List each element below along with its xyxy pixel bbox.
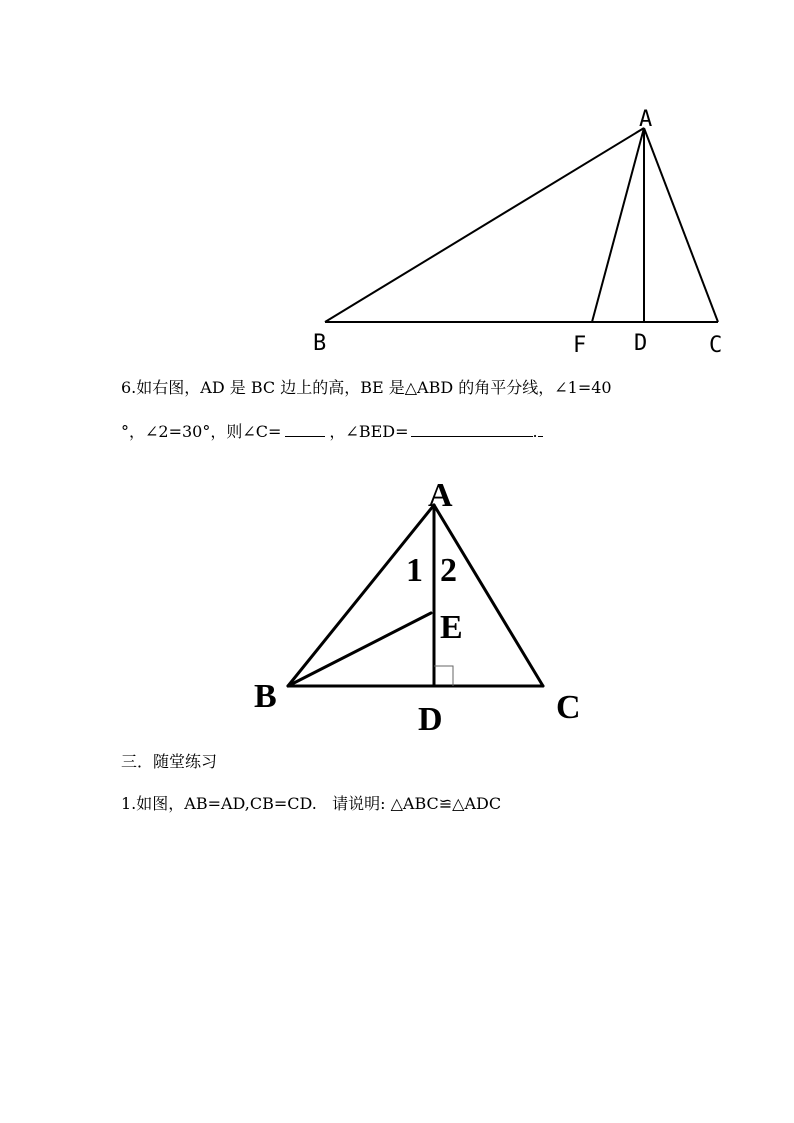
fig2-segment-ac	[434, 505, 543, 686]
fig2-label-d: D	[418, 701, 443, 738]
fig1-label-d: D	[634, 331, 648, 356]
fig1-label-f: F	[573, 333, 587, 358]
problem-6-text-2c: .	[532, 422, 538, 441]
section-3-heading: 三．随堂练习	[121, 752, 218, 771]
fig2-label-two: 2	[440, 552, 457, 589]
fig2-segment-ab	[288, 505, 434, 686]
fig1-label-c: C	[709, 333, 723, 358]
fig2-label-a: A	[428, 477, 453, 514]
fig1-label-b: B	[313, 331, 327, 356]
fig1-label-a: A	[639, 107, 653, 132]
fig2-label-c: C	[556, 689, 581, 726]
fig2-label-one: 1	[406, 552, 423, 589]
fig2-segment-be	[288, 613, 431, 686]
section-3-item-1: 1.如图，AB=AD,CB=CD. 请说明: △ABC≌△ADC	[121, 794, 502, 813]
problem-6-text-2a: °，∠2=30°，则∠C=	[121, 422, 282, 441]
fig2-label-b: B	[254, 678, 277, 715]
fig2-label-e: E	[440, 609, 463, 646]
problem-6-text-1: 6.如右图，AD 是 BC 边上的高，BE 是△ABD 的角平分线，∠1=40	[121, 378, 612, 397]
problem-6-text-2b: ，∠BED=	[329, 422, 409, 441]
right-angle-marker	[434, 666, 453, 686]
